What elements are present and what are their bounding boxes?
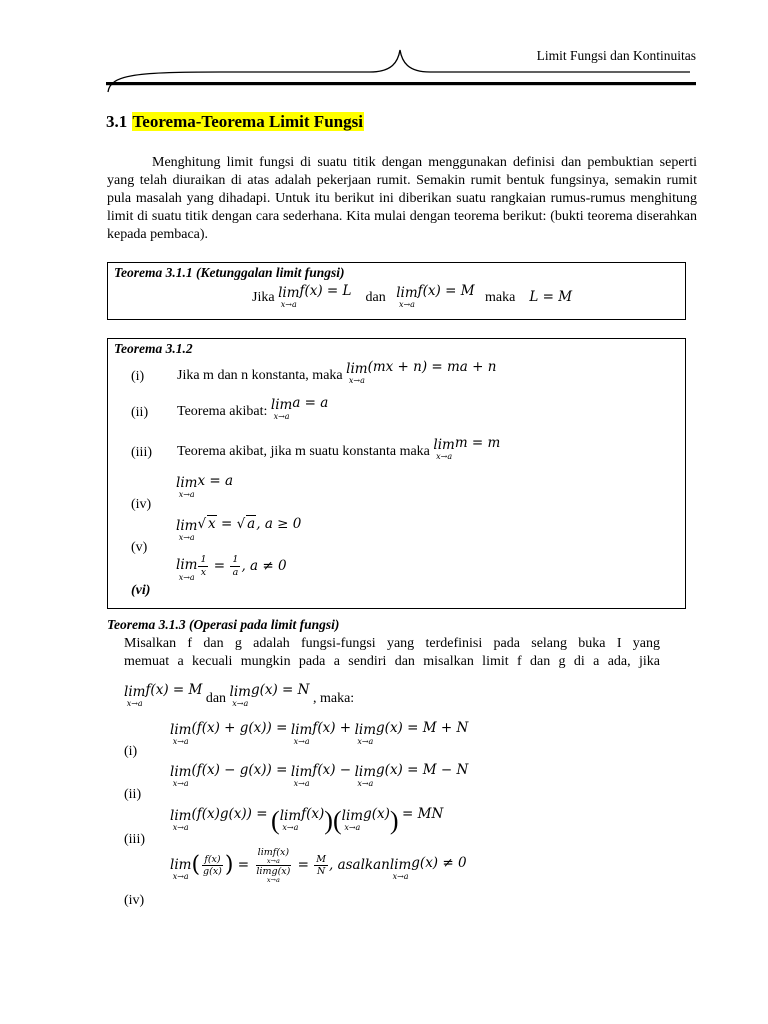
theorem-3-1-2-item-i: Jika m dan n konstanta, maka lim x→a (mx + n) = ma + n [177,359,497,386]
theorem-3-1-3-title: Teorema 3.1.3 (Operasi pada limit fungsi) [107,617,340,632]
theorem-3-1-2-title: Teorema 3.1.2 [114,341,193,356]
theorem-3-1-3-line1: Misalkan f dan g adalah fungsi-fungsi yang terdefinisi pada selang buka I yang [124,636,660,651]
theorem-3-1-2-box [107,338,686,609]
theorem-3-1-3-item-iii: lim x→a (f(x)g(x)) = ( lim x→a f(x))( lim x→a g(x)) = MN [170,805,444,835]
running-header: Limit Fungsi dan Kontinuitas [536,48,696,63]
item-label: (vi) [131,583,151,598]
theorem-3-1-2-item-ii: Teorema akibat: lim x→a a = a [177,395,329,422]
theorem-3-1-2-item-vi: lim x→a $\frac{1}{x}$ = $\frac{1}{a}$ , a ≠ 0 [176,554,287,582]
intro-paragraph: Menghitung limit fungsi di suatu titik dengan menggunakan definisi dan pembuktian seperti yang telah diuraikan di atas adalah pekerjaan rumit. Semakin rumit bentuk fungsinya, semakin rumit pula masalah yang dihadapi. Untuk itu berikut ini diberikan suatu rangkaian rumus-rumus menghitung limit di suatu titik dengan cara sederhana. Kita mulai dengan teorema berikut: (bukti teorema diserahkan kepada pembaca). [107,155,697,242]
header-brace [100,44,700,96]
theorem-3-1-3-item-i: lim x→a (f(x) + g(x)) = lim x→a f(x) + lim x→a g(x) = M + N [170,720,469,747]
item-label: (ii) [124,787,142,802]
item-label: (iv) [131,497,152,512]
theorem-3-1-3-item-iv: lim x→a ( $\frac{f(x)}{g(x)}$ ) = limf(x) x→a limg(x) x→a = $\frac{M}{N}$ , asalkan lim x→a g(x) ≠ 0 [170,847,467,884]
theorem-3-1-1-statement: Jika lim x→a f(x) = L dan lim x→a f(x) = M maka L = M [252,283,573,310]
theorem-3-1-2-item-iii: Teorema akibat, jika m suatu konstanta maka lim x→a m = m [177,435,501,462]
theorem-3-1-3-item-ii: lim x→a (f(x) − g(x)) = lim x→a f(x) − lim x→a g(x) = M − N [170,762,469,789]
theorem-3-1-3-premise: lim x→a f(x) = M dan lim x→a g(x) = N , maka: [124,682,355,709]
section-title: Teorema-Teorema Limit Fungsi [132,112,363,131]
item-label: (i) [131,369,145,384]
item-label: (iv) [124,893,145,908]
item-label: (iii) [131,445,152,460]
theorem-3-1-1-title: Teorema 3.1.1 (Ketunggalan limit fungsi) [114,265,345,280]
item-label: (i) [124,744,138,759]
item-label: (v) [131,540,148,555]
theorem-3-1-3-line2: memuat a kecuali mungkin pada a sendiri dan misalkan limit f dan g di a ada, jika [124,654,660,669]
theorem-3-1-2-item-v: lim x→a √ x = √ a, a ≥ 0 [176,516,302,543]
theorem-3-1-2-item-iv: lim x→a x = a [176,473,233,500]
section-number: 3.1 [106,112,128,131]
item-label: (iii) [124,832,145,847]
theorem-3-1-1-box [107,262,686,320]
item-label: (ii) [131,405,149,420]
section-heading [106,112,364,132]
